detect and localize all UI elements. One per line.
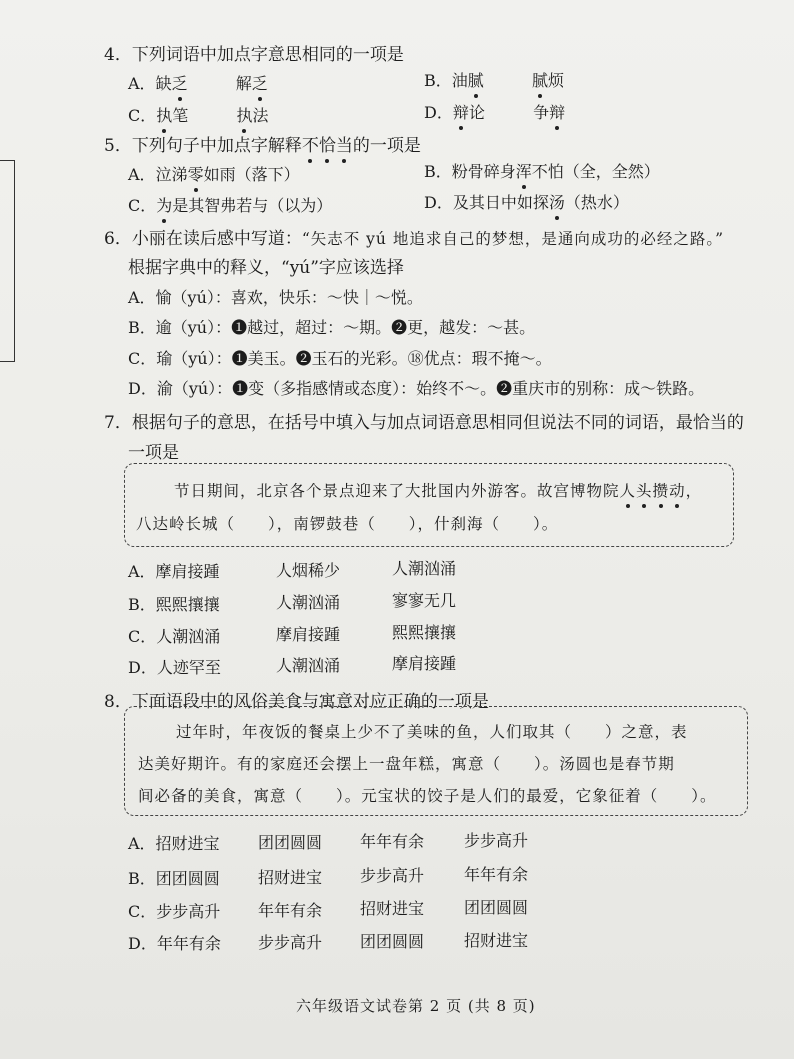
q4-stem: 4．下列词语中加点字意思相同的一项是 <box>104 45 404 65</box>
q4-c-w1c1: 执 <box>156 103 172 126</box>
q8-passage-line3: 间必备的美食，寓意（ ）。元宝状的饺子是人们的最爱，它象征着（ ）。 <box>138 787 717 805</box>
q5-stem-dot1: 不 <box>302 131 319 156</box>
q8-passage-line2: 达美好期许。有的家庭还会摆上一盘年糕，寓意（ ）。汤圆也是春节期 <box>138 755 675 773</box>
margin-box <box>0 160 15 362</box>
q5-stem-dot2: 恰 <box>319 131 336 156</box>
q4-c-w2c2: 法 <box>252 106 269 125</box>
q7-passage-line2: 八达岭长城（ ），南锣鼓巷（ ），什刹海（ ）。 <box>136 515 559 533</box>
q4-b-label: B． <box>424 71 452 90</box>
q8-stem: 8．下面语段中的风俗美食与寓意对应正确的一项是 <box>104 692 489 712</box>
q8-option-a-2: 团团圆圆 <box>258 833 323 852</box>
q5-stem-dot3: 当 <box>336 131 353 156</box>
q8-passage-line1: 过年时，年夜饭的餐桌上少不了美味的鱼，人们取其（ ）之意，表 <box>176 723 688 741</box>
q5-d-dot: 汤 <box>549 190 565 213</box>
q4-b-w1c2: 腻 <box>468 68 484 91</box>
q6-option-d[interactable]: D．渝（yú）：❶变（多指感情或态度）：始终不～。❷重庆市的别称：成～铁路。 <box>128 379 705 398</box>
q4-option-d[interactable] <box>424 100 565 123</box>
q4-d-label: D． <box>424 103 453 122</box>
q4-d-w1c2: 论 <box>468 103 485 122</box>
q7-option-a-1[interactable]: A．摩肩接踵 <box>128 562 220 581</box>
q4-d-w2c1: 争 <box>533 103 550 122</box>
q5-d-pre: 及其日中如探 <box>452 193 549 212</box>
q4-d-w2c2: 辩 <box>549 100 565 123</box>
q7-dot2: 头 <box>636 479 653 501</box>
q4-a-label: A． <box>128 74 156 93</box>
q7-stem-line1: 7．根据句子的意思，在括号中填入与加点词语意思相同但说法不同的词语，最恰当的 <box>104 413 744 433</box>
q7-option-b-3: 寥寥无几 <box>392 591 457 610</box>
q4-c-w1c2: 笔 <box>172 106 189 125</box>
q5-option-c[interactable] <box>128 193 332 216</box>
q5-stem <box>104 131 421 156</box>
q8-option-c-3: 招财进宝 <box>360 899 425 918</box>
q7-option-a-3: 人潮汹涌 <box>392 559 457 578</box>
q5-d-post: （热水） <box>564 193 629 212</box>
q5-d-label: D． <box>424 193 453 212</box>
q8-option-b-3: 步步高升 <box>360 866 425 885</box>
q6-option-b[interactable]: B．逾（yú）：❶越过，超过：～期。❷更，越发：～甚。 <box>128 318 536 337</box>
q7-option-d-3: 摩肩接踵 <box>392 654 457 673</box>
q4-option-c[interactable] <box>128 103 269 126</box>
q6-line2: 根据字典中的释义，“yú”字应该选择 <box>128 258 404 278</box>
q8-option-b-1[interactable]: B．团团圆圆 <box>128 869 220 888</box>
q5-a-pre: 泣涕 <box>155 165 188 184</box>
q5-a-dot: 零 <box>188 162 204 185</box>
q8-option-a-3: 年年有余 <box>360 832 425 851</box>
q5-option-b[interactable] <box>424 159 660 182</box>
q5-a-post: 如雨（落下） <box>203 165 300 184</box>
q6-option-c[interactable]: C．瑜（yú）：❶美玉。❷玉石的光彩。⑱优点：瑕不掩～。 <box>128 349 552 368</box>
q7-option-a-2: 人烟稀少 <box>276 561 341 580</box>
q5-b-pre: 粉骨碎身 <box>451 162 516 181</box>
q4-b-w2c2: 烦 <box>548 71 565 90</box>
q4-a-w2c2: 乏 <box>252 71 268 94</box>
q7-option-b-2: 人潮汹涌 <box>276 593 341 612</box>
q7-dot1: 人 <box>620 479 637 501</box>
q8-option-b-2: 招财进宝 <box>258 868 323 887</box>
q8-option-c-4: 团团圆圆 <box>464 898 529 917</box>
q6-option-a[interactable]: A．愉（yú）：喜欢，快乐：～快｜～悦。 <box>128 288 423 307</box>
q4-b-w1c1: 油 <box>451 71 468 90</box>
q7-passage-post: ， <box>685 482 703 500</box>
page-footer: 六年级语文试卷第 2 页 (共 8 页) <box>296 997 536 1015</box>
q4-option-b[interactable] <box>424 68 564 91</box>
q7-option-c-2: 摩肩接踵 <box>276 625 341 644</box>
q4-a-w1c1: 缺 <box>155 74 172 93</box>
q5-stem-pre: 5．下列句子中加点字解释 <box>104 136 302 156</box>
q5-stem-post: 的一项是 <box>352 136 421 156</box>
q5-c-label: C． <box>128 196 157 215</box>
q5-b-label: B． <box>424 162 452 181</box>
q8-option-d-2: 步步高升 <box>258 933 323 952</box>
q7-passage-line1 <box>174 479 702 501</box>
q7-option-b-1[interactable]: B．熙熙攘攘 <box>128 595 220 614</box>
q7-stem-line2: 一项是 <box>128 443 179 463</box>
q4-d-w1c1: 辩 <box>453 100 469 123</box>
q7-dot4: 动 <box>669 479 686 501</box>
q4-a-w2c1: 解 <box>235 74 252 93</box>
q8-option-a-4: 步步高升 <box>464 831 529 850</box>
q5-option-a[interactable] <box>128 162 300 185</box>
q8-option-d-3: 团团圆圆 <box>360 932 425 951</box>
q5-option-d[interactable] <box>424 190 629 213</box>
q7-option-d-1[interactable]: D．人迹罕至 <box>128 658 221 677</box>
q4-c-w2c1: 执 <box>236 103 252 126</box>
q5-b-post: 不怕（全，全然） <box>531 162 660 181</box>
q4-option-a[interactable] <box>128 71 268 94</box>
q7-passage-pre: 节日期间，北京各个景点迎来了大批国内外游客。故宫博物院 <box>174 482 620 500</box>
q8-option-d-4: 招财进宝 <box>464 931 529 950</box>
q7-option-c-3: 熙熙攘攘 <box>392 623 457 642</box>
q8-option-d-1[interactable]: D．年年有余 <box>128 934 221 953</box>
q4-a-w1c2: 乏 <box>172 71 188 94</box>
q5-c-post: 是其智弗若与（以为） <box>172 196 333 215</box>
q4-c-label: C． <box>128 106 157 125</box>
q8-option-b-4: 年年有余 <box>464 865 529 884</box>
q7-option-d-2: 人潮汹涌 <box>276 656 341 675</box>
q5-a-label: A． <box>128 165 156 184</box>
q8-option-c-2: 年年有余 <box>258 901 323 920</box>
q8-option-a-1[interactable]: A．招财进宝 <box>128 834 220 853</box>
q5-c-dot: 为 <box>156 193 172 216</box>
q7-dot3: 攒 <box>653 479 670 501</box>
q6-stem <box>104 224 724 249</box>
q5-b-dot: 浑 <box>516 159 532 182</box>
q4-b-w2c1: 腻 <box>532 68 548 91</box>
q6-quote: “矢志不 yú 地追求自己的梦想，是通向成功的必经之路。” <box>301 230 725 248</box>
q7-option-c-1[interactable]: C．人潮汹涌 <box>128 627 221 646</box>
q6-stem-pre: 6．小丽在读后感中写道： <box>104 229 302 249</box>
q8-option-c-1[interactable]: C．步步高升 <box>128 902 221 921</box>
